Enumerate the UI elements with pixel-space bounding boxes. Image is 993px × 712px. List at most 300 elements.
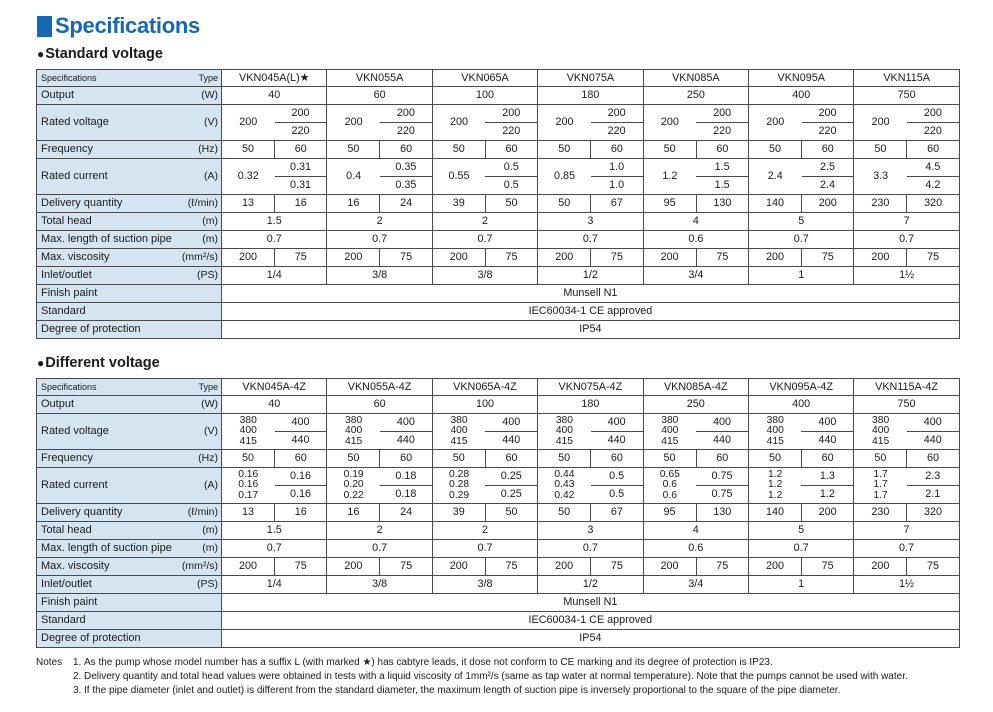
different-voltage-heading	[37, 355, 160, 371]
table-cell: 440	[907, 432, 959, 450]
table-cell: 1.5	[222, 213, 327, 231]
table-cell: 0.7	[222, 231, 327, 249]
row-label-text: Max. length of suction pipe	[41, 541, 172, 554]
row-unit: (A)	[204, 479, 218, 492]
table-cell: 3/4	[643, 267, 748, 285]
row-label-text: Degree of protection	[41, 322, 141, 335]
table-cell: 0.7	[854, 540, 959, 558]
table-row	[37, 231, 960, 249]
table-cell: 50	[749, 141, 802, 159]
table-cell: 0.7	[749, 231, 854, 249]
table-cell: 2	[432, 522, 537, 540]
table-cell: 0.31	[275, 159, 327, 177]
cell-line: 0.42	[554, 489, 575, 501]
cell-line: 380	[555, 415, 574, 427]
cell-line: 380	[766, 415, 784, 427]
table-row	[37, 630, 960, 648]
table-cell: 50	[643, 141, 696, 159]
table-cell: 4.5	[907, 159, 959, 177]
row-label-text: Inlet/outlet	[41, 577, 92, 590]
row-label-text: Delivery quantity	[41, 505, 123, 518]
table-cell: 75	[907, 249, 959, 267]
notes-label: Notes	[36, 657, 63, 668]
table-cell: 250	[643, 87, 748, 105]
header-spec-label: Specifications	[41, 381, 97, 392]
table-cell: 60	[380, 141, 432, 159]
cell-line: 0.65	[659, 469, 680, 481]
table-cell: 1.5	[696, 177, 748, 195]
row-unit: (m)	[202, 524, 218, 537]
row-label	[37, 594, 222, 612]
table-cell: 320	[907, 195, 959, 213]
table-cell	[222, 468, 275, 504]
table-cell: 0.35	[380, 159, 432, 177]
table-cell: 200	[802, 105, 854, 123]
cell-line: 415	[766, 435, 784, 447]
row-label	[37, 303, 222, 321]
table-cell: 50	[854, 141, 907, 159]
row-label	[37, 267, 222, 285]
row-unit: (ℓ/min)	[187, 506, 218, 519]
table-cell: 60	[275, 141, 327, 159]
table-cell: 67	[591, 195, 643, 213]
row-label	[37, 285, 222, 303]
bullet-icon: ●	[37, 356, 45, 370]
table-cell: 60	[380, 450, 432, 468]
row-label	[37, 249, 222, 267]
table-cell: 200	[327, 105, 380, 141]
model-name: VKN055A	[327, 70, 432, 87]
note-item	[36, 684, 976, 698]
row-label	[37, 213, 222, 231]
row-label	[37, 630, 222, 648]
table-cell: 2.4	[749, 159, 802, 195]
table-cell: 60	[907, 450, 959, 468]
table-cell: 0.18	[380, 468, 432, 486]
table-cell: 75	[696, 249, 748, 267]
table-cell: 0.7	[854, 231, 959, 249]
table-cell: 7	[854, 213, 959, 231]
table-cell: 200	[275, 105, 327, 123]
table-cell: 200	[485, 105, 537, 123]
row-unit: (mm²/s)	[181, 560, 218, 573]
table-cell: 60	[907, 141, 959, 159]
cell-line: 380	[450, 415, 468, 427]
table-cell: 60	[485, 450, 537, 468]
table-cell: 750	[854, 396, 959, 414]
model-name: VKN045A(L)★	[222, 70, 327, 87]
cell-line: 400	[661, 425, 679, 437]
table-cell: 200	[538, 105, 591, 141]
table-cell	[643, 468, 696, 504]
table-cell: 200	[222, 249, 275, 267]
table-cell: 200	[854, 249, 907, 267]
different-voltage-table	[36, 378, 960, 648]
table-cell: 2	[327, 522, 432, 540]
table-cell: 0.7	[432, 231, 537, 249]
table-cell: 200	[591, 105, 643, 123]
note-text: Delivery quantity and total head values were obtained in tests with a liquid viscosity of 1mm²/s (same as tap water at normal temperature). Note that the pumps cannot be used with water.	[84, 671, 908, 683]
table-cell: 130	[696, 504, 748, 522]
cell-line: 380	[661, 415, 679, 427]
table-cell	[538, 468, 591, 504]
cell-line: 1.7	[873, 469, 888, 481]
table-cell: 1½	[854, 576, 959, 594]
table-row	[37, 105, 960, 123]
table-row	[37, 612, 960, 630]
table-cell: 60	[327, 396, 432, 414]
cell-line: 415	[239, 435, 257, 447]
table-cell: 220	[485, 123, 537, 141]
table-cell: 200	[749, 105, 802, 141]
row-label	[37, 540, 222, 558]
table-cell	[748, 468, 801, 504]
table-cell	[748, 414, 801, 450]
table-cell: 0.35	[380, 177, 432, 195]
table-cell: 5	[748, 522, 853, 540]
table-cell: Munsell N1	[222, 594, 960, 612]
row-unit: (Hz)	[198, 452, 218, 465]
table-cell: 4	[643, 522, 748, 540]
table-cell: 4.2	[907, 177, 959, 195]
table-cell: 2.5	[802, 159, 854, 177]
table-cell: 50	[222, 141, 275, 159]
table-cell: 200	[854, 105, 907, 141]
table-cell: 1	[749, 267, 854, 285]
cell-line: 400	[872, 425, 890, 437]
table-cell: 200	[538, 558, 591, 576]
row-unit: (V)	[204, 116, 218, 129]
table-cell: 50	[538, 141, 591, 159]
table-cell: 39	[432, 504, 485, 522]
table-cell: 1.5	[696, 159, 748, 177]
row-label	[37, 504, 222, 522]
cell-line: 0.17	[238, 489, 259, 501]
row-unit: (m)	[202, 233, 218, 246]
model-name: VKN055A-4Z	[327, 379, 432, 396]
table-cell: 200	[432, 105, 485, 141]
cell-line: 0.19	[343, 469, 364, 481]
table-row	[37, 267, 960, 285]
table-cell: 75	[591, 558, 643, 576]
table-cell: 200	[643, 105, 696, 141]
table-cell: 3/8	[327, 576, 432, 594]
table-cell: 400	[696, 414, 748, 432]
row-label-text: Standard	[41, 304, 86, 317]
table-cell: 200	[432, 249, 485, 267]
cell-line: 0.29	[449, 489, 470, 501]
table-row	[37, 522, 960, 540]
table-cell: 200	[801, 504, 853, 522]
table-cell: 0.31	[275, 177, 327, 195]
row-label	[37, 468, 222, 504]
standard-voltage-heading	[37, 46, 163, 62]
standard-voltage-table	[36, 69, 960, 339]
table-row	[37, 213, 960, 231]
row-label	[37, 612, 222, 630]
table-cell: 60	[591, 141, 643, 159]
row-label-text: Rated voltage	[41, 115, 109, 128]
table-cell: 3/8	[432, 267, 537, 285]
table-cell	[222, 414, 275, 450]
cell-line: 0.16	[238, 479, 259, 491]
cell-line: 0.16	[238, 469, 259, 481]
table-cell: 50	[222, 450, 275, 468]
table-cell: 24	[380, 504, 432, 522]
table-cell: 2.3	[907, 468, 959, 486]
table-cell: 400	[749, 87, 854, 105]
table-cell: 200	[327, 249, 380, 267]
notes	[36, 656, 976, 699]
row-label-text: Output	[41, 88, 75, 101]
table-cell: 0.75	[696, 486, 748, 504]
table-cell: 0.5	[591, 486, 643, 504]
table-cell: 50	[748, 450, 801, 468]
table-cell	[538, 414, 591, 450]
table-row	[37, 468, 960, 486]
table-row	[37, 195, 960, 213]
table-cell: 60	[801, 450, 853, 468]
table-cell: 100	[432, 87, 537, 105]
table-cell: 220	[696, 123, 748, 141]
table-cell: 0.5	[485, 177, 537, 195]
table-cell: 0.75	[696, 468, 748, 486]
table-cell: 50	[432, 450, 485, 468]
table-cell: 50	[643, 450, 696, 468]
model-name: VKN065A-4Z	[432, 379, 537, 396]
table-cell: 16	[275, 195, 327, 213]
table-cell: 400	[801, 414, 853, 432]
cell-line: 400	[239, 425, 257, 437]
table-cell: 3	[538, 522, 643, 540]
table-cell: 200	[643, 249, 696, 267]
table-cell: 50	[538, 195, 591, 213]
table-cell: 1.2	[801, 486, 853, 504]
model-name: VKN115A	[854, 70, 959, 87]
table-cell: 0.16	[275, 468, 327, 486]
table-row	[37, 576, 960, 594]
header-type-label: Type	[198, 381, 218, 392]
table-cell: 50	[485, 504, 537, 522]
table-cell: 2	[327, 213, 432, 231]
table-row	[37, 414, 960, 432]
table-cell	[432, 468, 485, 504]
table-cell: 200	[749, 249, 802, 267]
table-cell: 100	[432, 396, 537, 414]
table-cell: 140	[748, 504, 801, 522]
table-row	[37, 321, 960, 339]
title-square-icon	[37, 16, 52, 37]
table-cell: 400	[591, 414, 643, 432]
row-unit: (V)	[204, 425, 218, 438]
table-cell: 95	[643, 504, 696, 522]
table-cell: 750	[854, 87, 959, 105]
cell-line: 415	[555, 435, 574, 447]
table-cell: 75	[380, 249, 432, 267]
table-cell: 1	[748, 576, 853, 594]
note-text: As the pump whose model number has a suffix L (with marked ★) has cabtyre leads, it dose not conform to CE marking and its degree of protection is IP23.	[84, 657, 773, 668]
table-row	[37, 504, 960, 522]
cell-line: 380	[239, 415, 257, 427]
table-cell: 200	[222, 105, 275, 141]
note-number: 2.	[73, 671, 82, 683]
table-cell: 130	[696, 195, 748, 213]
table-cell: 40	[222, 87, 327, 105]
page-title	[37, 13, 200, 39]
table-cell: 2.4	[802, 177, 854, 195]
table-cell: 50	[854, 450, 907, 468]
row-unit: (W)	[201, 398, 218, 411]
table-cell: 220	[380, 123, 432, 141]
table-row	[37, 450, 960, 468]
row-label-text: Frequency	[41, 451, 93, 464]
cell-line: 400	[766, 425, 784, 437]
table-cell	[854, 468, 907, 504]
table-cell: 250	[643, 396, 748, 414]
different-voltage-heading-text: Different voltage	[45, 355, 160, 371]
row-label-text: Rated current	[41, 478, 108, 491]
table-cell: 0.25	[485, 468, 537, 486]
table-row	[37, 540, 960, 558]
table-cell: 16	[275, 504, 327, 522]
table-cell: 400	[907, 414, 959, 432]
row-label	[37, 231, 222, 249]
row-label-text: Rated current	[41, 169, 108, 182]
table-cell: 0.5	[485, 159, 537, 177]
table-cell: 440	[380, 432, 432, 450]
table-cell: 0.18	[380, 486, 432, 504]
model-name: VKN095A	[749, 70, 854, 87]
table-cell: 0.6	[643, 540, 748, 558]
cell-line: 415	[450, 435, 468, 447]
table-cell: 60	[696, 450, 748, 468]
row-unit: (Hz)	[198, 143, 218, 156]
table-cell: 200	[854, 558, 907, 576]
cell-line: 415	[661, 435, 679, 447]
table-cell: 13	[222, 504, 275, 522]
model-name: VKN065A	[432, 70, 537, 87]
row-unit: (PS)	[197, 578, 218, 591]
table-cell: 0.7	[432, 540, 537, 558]
table-cell: 440	[696, 432, 748, 450]
row-unit: (mm²/s)	[181, 251, 218, 264]
cell-line: 0.28	[449, 469, 470, 481]
row-label	[37, 396, 222, 414]
table-cell: 3/8	[432, 576, 537, 594]
table-cell: 220	[802, 123, 854, 141]
row-label-text: Max. viscosity	[41, 559, 110, 572]
cell-line: 400	[450, 425, 468, 437]
model-name: VKN085A	[643, 70, 748, 87]
table-cell: IP54	[222, 321, 960, 339]
table-row	[37, 594, 960, 612]
cell-line: 380	[872, 415, 890, 427]
row-label-text: Finish paint	[41, 595, 98, 608]
cell-line: 415	[345, 435, 363, 447]
table-cell: 60	[327, 87, 432, 105]
table-cell: 60	[275, 450, 327, 468]
table-row	[37, 249, 960, 267]
cell-line: 0.28	[449, 479, 470, 491]
row-label-text: Rated voltage	[41, 424, 109, 437]
table-cell: 75	[801, 558, 853, 576]
table-cell: 400	[275, 414, 327, 432]
table-cell: IEC60034-1 CE approved	[222, 612, 960, 630]
table-row	[37, 303, 960, 321]
table-cell: 220	[275, 123, 327, 141]
table-cell: 7	[854, 522, 959, 540]
row-label-text: Inlet/outlet	[41, 268, 92, 281]
table-cell: 5	[749, 213, 854, 231]
table-cell: 320	[907, 504, 959, 522]
standard-voltage-heading-text: Standard voltage	[45, 46, 163, 62]
table-row	[37, 285, 960, 303]
row-label-text: Output	[41, 397, 75, 410]
table-cell: 60	[696, 141, 748, 159]
row-label	[37, 558, 222, 576]
row-unit: (m)	[202, 542, 218, 555]
table-cell: 67	[591, 504, 643, 522]
cell-line: 0.43	[554, 479, 575, 491]
table-row	[37, 379, 960, 396]
table-row	[37, 70, 960, 87]
table-cell: 220	[907, 123, 959, 141]
row-unit: (A)	[204, 170, 218, 183]
table-cell: 200	[222, 558, 275, 576]
row-label	[37, 141, 222, 159]
note-number: 3.	[73, 685, 82, 697]
table-cell: 230	[854, 504, 907, 522]
table-cell: 1/4	[222, 576, 327, 594]
table-cell: 75	[380, 558, 432, 576]
table-cell: 39	[432, 195, 485, 213]
row-label	[37, 159, 222, 195]
table-cell: 0.4	[327, 159, 380, 195]
cell-line: 1.2	[768, 489, 783, 501]
note-text: If the pipe diameter (inlet and outlet) is different from the standard diameter, the maximum length of suction pipe is inversely proportional to the square of the pipe diameter.	[84, 685, 841, 697]
model-name: VKN075A-4Z	[538, 379, 643, 396]
table-cell: 2.1	[907, 486, 959, 504]
table-cell: 440	[275, 432, 327, 450]
table-cell: 95	[643, 195, 696, 213]
table-cell: 16	[327, 195, 380, 213]
table-cell: 0.5	[591, 468, 643, 486]
table-cell: 440	[485, 432, 537, 450]
table-cell: 200	[432, 558, 485, 576]
table-cell: 1.0	[591, 177, 643, 195]
table-cell: 50	[327, 141, 380, 159]
table-cell: 0.7	[538, 540, 643, 558]
row-label-text: Delivery quantity	[41, 196, 123, 209]
table-cell: 1/2	[538, 267, 643, 285]
table-cell: 2	[432, 213, 537, 231]
header-type-label: Type	[198, 72, 218, 83]
table-cell: 1/2	[538, 576, 643, 594]
table-cell: 1.5	[222, 522, 327, 540]
cell-line: 415	[872, 435, 890, 447]
row-label	[37, 87, 222, 105]
table-cell: 24	[380, 195, 432, 213]
row-label-text: Degree of protection	[41, 631, 141, 644]
table-cell: 400	[485, 414, 537, 432]
row-label	[37, 414, 222, 450]
table-cell: 3.3	[854, 159, 907, 195]
table-cell: 75	[907, 558, 959, 576]
row-label-text: Max. viscosity	[41, 250, 110, 263]
cell-line: 0.44	[554, 469, 575, 481]
table-cell: 16	[327, 504, 380, 522]
row-label-text: Total head	[41, 523, 92, 536]
